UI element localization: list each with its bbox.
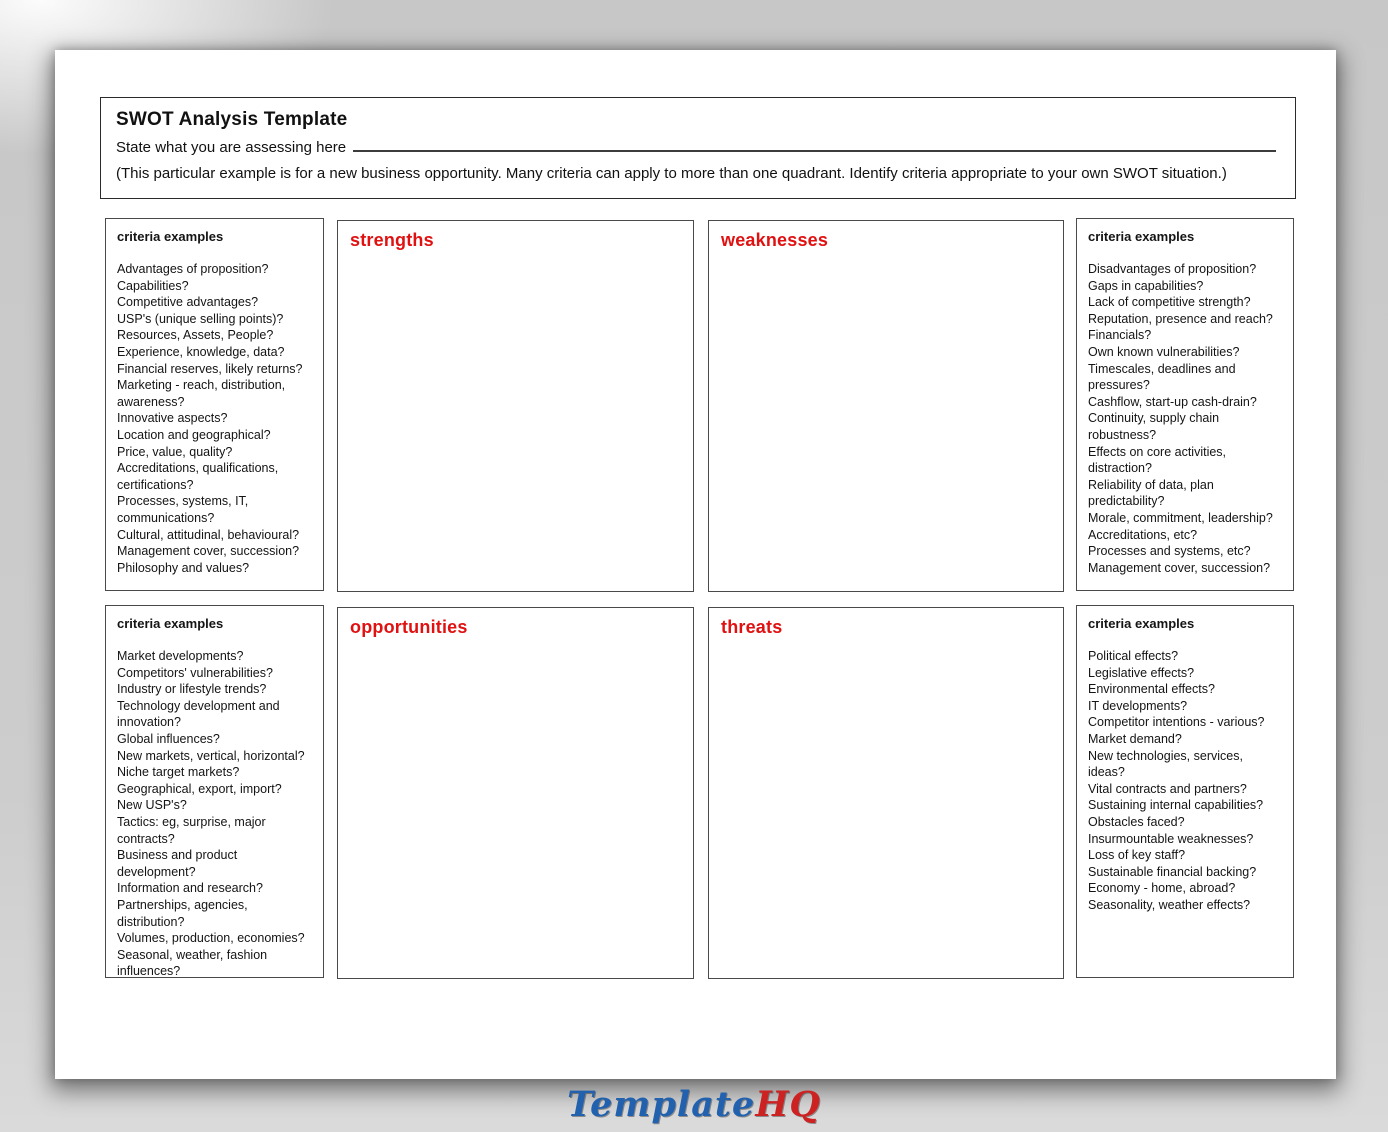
criteria-box-strengths [105,218,324,591]
criteria-heading: criteria examples [117,229,224,244]
quadrant-threats-writing-area [721,638,1051,968]
criteria-box-threats [1076,605,1294,978]
quadrant-threats [708,607,1064,979]
criteria-item: Philosophy and values? [117,560,250,575]
criteria-item: USP's (unique selling points)? [117,311,284,326]
criteria-item: Loss of key staff? [1088,848,1186,863]
criteria-item: Cultural, attitudinal, behavioural? [117,527,300,542]
criteria-item: Price, value, quality? [117,444,233,459]
criteria-item: Continuity, supply chain robustness? [1088,411,1220,442]
criteria-item: Niche target markets? [117,765,240,780]
criteria-list-opportunities [117,648,313,980]
criteria-item: Economy - home, abroad? [1088,881,1236,896]
criteria-item: Sustainable financial backing? [1088,864,1257,879]
criteria-item: Own known vulnerabilities? [1088,344,1240,359]
criteria-item: Vital contracts and partners? [1088,781,1247,796]
criteria-item: Cashflow, start-up cash-drain? [1088,394,1257,409]
quadrant-opportunities-writing-area [350,638,681,968]
quadrant-strengths-writing-area [350,251,681,581]
criteria-box-opportunities [105,605,324,978]
criteria-item: Political effects? [1088,649,1179,663]
criteria-item: Business and product development? [117,848,238,879]
document-page [55,50,1336,1079]
templatehq-logo [0,1084,1388,1125]
criteria-item: Sustaining internal capabilities? [1088,798,1264,813]
criteria-item: Capabilities? [117,278,189,293]
criteria-item: New USP's? [117,798,187,813]
criteria-item: Location and geographical? [117,427,271,442]
criteria-item: Market demand? [1088,731,1182,746]
criteria-item: Management cover, succession? [1088,560,1271,575]
quadrant-weaknesses-writing-area [721,251,1051,581]
criteria-item: Financials? [1088,328,1152,343]
criteria-item: Environmental effects? [1088,682,1215,697]
quadrant-weaknesses [708,220,1064,592]
assessment-row [116,139,1280,156]
criteria-item: Accreditations, etc? [1088,527,1198,542]
logo-text-template: Template [567,1084,756,1125]
criteria-item: Resources, Assets, People? [117,328,274,343]
criteria-box-weaknesses [1076,218,1294,591]
criteria-item: Reputation, presence and reach? [1088,311,1273,326]
criteria-item: Gaps in capabilities? [1088,278,1204,293]
quadrant-strengths [337,220,694,592]
criteria-item: Technology development and innovation? [117,698,280,730]
criteria-item: Competitors' vulnerabilities? [117,665,273,680]
criteria-item: Seasonality, weather effects? [1088,897,1251,912]
criteria-item: Effects on core activities, distraction? [1088,444,1227,476]
document-header [100,97,1296,199]
criteria-item: Volumes, production, economies? [117,931,305,946]
criteria-item: New markets, vertical, horizontal? [117,748,305,763]
criteria-heading: criteria examples [1088,616,1195,631]
quadrant-opportunities [337,607,694,979]
criteria-list-strengths [117,261,313,576]
criteria-item: Competitive advantages? [117,295,259,310]
quadrant-label-strengths: strengths [350,230,434,250]
quadrant-label-weaknesses: weaknesses [721,230,829,250]
criteria-item: Seasonal, weather, fashion influences? [117,947,268,979]
assessment-label: State what you are assessing here [116,139,347,156]
criteria-item: Partnerships, agencies, distribution? [117,897,248,929]
criteria-heading: criteria examples [117,616,224,631]
criteria-item: Legislative effects? [1088,665,1195,680]
criteria-list-threats [1088,648,1283,914]
criteria-item: Innovative aspects? [117,411,228,426]
criteria-item: Processes and systems, etc? [1088,544,1251,559]
criteria-item: Management cover, succession? [117,544,300,559]
criteria-heading: criteria examples [1088,229,1195,244]
criteria-item: Competitor intentions - various? [1088,715,1265,730]
criteria-item: Obstacles faced? [1088,814,1185,829]
quadrant-label-threats: threats [721,617,783,637]
criteria-item: Insurmountable weaknesses? [1088,831,1254,846]
page-title: SWOT Analysis Template [116,109,348,130]
criteria-item: Information and research? [117,881,263,896]
criteria-item: Disadvantages of proposition? [1088,262,1257,276]
criteria-item: Marketing - reach, distribution, awareness? [117,378,286,409]
criteria-item: Reliability of data, plan predictability? [1088,477,1214,509]
logo-text-hq: HQ [755,1084,821,1125]
criteria-list-weaknesses [1088,261,1283,576]
criteria-item: Lack of competitive strength? [1088,295,1251,310]
criteria-item: Processes, systems, IT, communications? [117,494,249,525]
document-note: (This particular example is for a new business opportunity. Many criteria can apply to more than one quadrant. Identify criteria appropriate to your own SWOT situation.) [116,165,1227,182]
criteria-item: Morale, commitment, leadership? [1088,510,1273,525]
criteria-item: Advantages of proposition? [117,262,269,276]
criteria-item: Timescales, deadlines and pressures? [1088,361,1236,393]
criteria-item: Global influences? [117,731,220,746]
criteria-item: Financial reserves, likely returns? [117,361,303,376]
criteria-item: Experience, knowledge, data? [117,344,285,359]
criteria-item: Industry or lifestyle trends? [117,682,267,697]
criteria-item: Market developments? [117,649,244,663]
criteria-item: Geographical, export, import? [117,781,282,796]
assessment-fill-in-line [353,139,1276,152]
criteria-item: Tactics: eg, surprise, major contracts? [117,814,266,846]
quadrant-label-opportunities: opportunities [350,617,468,637]
criteria-item: IT developments? [1088,698,1188,713]
criteria-item: New technologies, services, ideas? [1088,748,1243,780]
criteria-item: Accreditations, qualifications, certifications? [117,461,279,492]
